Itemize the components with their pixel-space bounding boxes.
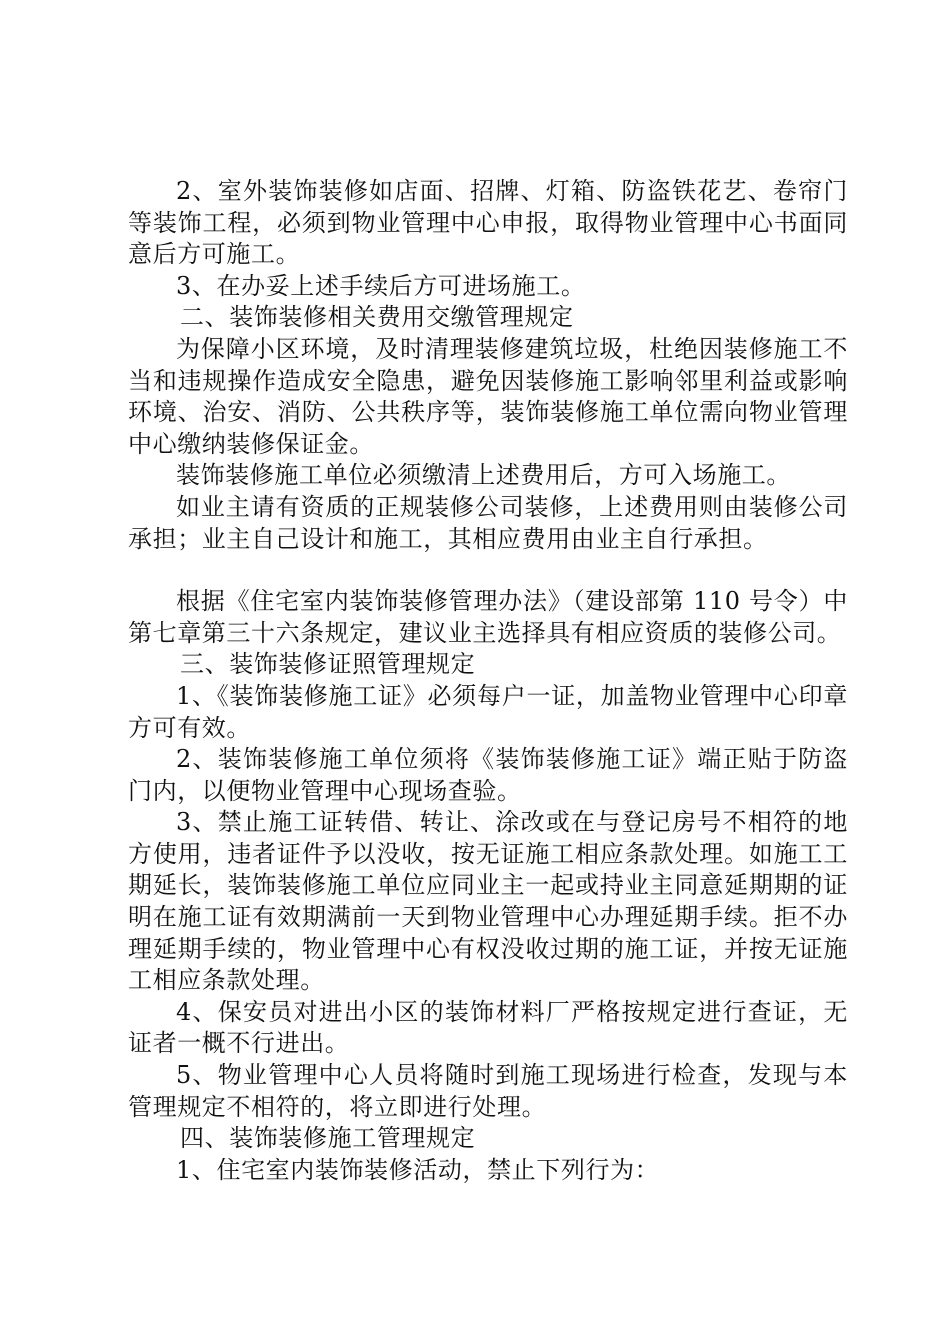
paragraph-permit-display: 2、装饰装修施工单位须将《装饰装修施工证》端正贴于防盗门内，以便物业管理中心现场查验。 xyxy=(128,745,848,805)
paragraph-regulation-reference: 根据《住宅室内装饰装修管理办法》（建设部第 110 号令）中第七章第三十六条规定，建议业主选择具有相应资质的装修公司。 xyxy=(128,587,848,647)
paragraph-prohibited-acts: 1、住宅室内装饰装修活动，禁止下列行为： xyxy=(176,1155,660,1184)
paragraph-permit-per-household: 1、《装饰装修施工证》必须每户一证，加盖物业管理中心印章方可有效。 xyxy=(128,681,848,742)
paragraph-fee-responsibility: 如业主请有资质的正规装修公司装修，上述费用则由装修公司承担；业主自己设计和施工，其相应费用由业主自行承担。 xyxy=(128,492,848,553)
section-heading-construction: 四、装饰装修施工管理规定 xyxy=(180,1124,476,1153)
paragraph-pay-before-entry: 装饰装修施工单位必须缴清上述费用后，方可入场施工。 xyxy=(176,461,791,490)
paragraph-site-inspection: 5、物业管理中心人员将随时到施工现场进行检查，发现与本管理规定不相符的，将立即进行处理。 xyxy=(128,1061,848,1121)
paragraph-entry-after-procedures: 3、在办妥上述手续后方可进场施工。 xyxy=(176,271,586,300)
paragraph-deposit: 为保障小区环境，及时清理装修建筑垃圾，杜绝因装修施工不当和违规操作造成安全隐患，避免因装修施工影响邻里利益或影响环境、治安、消防、公共秩序等，装饰装修施工单位需向物业管理中心缴纳装修保证金。 xyxy=(128,334,848,458)
paragraph-outdoor-decoration: 2、室外装饰装修如店面、招牌、灯箱、防盗铁花艺、卷帘门等装饰工程，必须到物业管理中心申报，取得物业管理中心书面同意后方可施工。 xyxy=(128,177,848,269)
paragraph-security-check: 4、保安员对进出小区的装饰材料厂严格按规定进行查证，无证者一概不行进出。 xyxy=(128,997,848,1058)
paragraph-permit-transfer-ban: 3、禁止施工证转借、转让、涂改或在与登记房号不相符的地方使用，违者证件予以没收，按无证施工相应条款处理。如施工工期延长，装饰装修施工单位应同业主一起或持业主同意延期期的证明在施工证有效期满前一天到物业管理中心办理延期手续。拒不办理延期手续的，物业管理中心有权没收过期的施工证，并按无证施工相应条款处理。 xyxy=(128,808,848,995)
document-body xyxy=(128,176,848,1186)
section-heading-permits: 三、装饰装修证照管理规定 xyxy=(180,650,476,679)
section-heading-fees: 二、装饰装修相关费用交缴管理规定 xyxy=(180,303,574,332)
